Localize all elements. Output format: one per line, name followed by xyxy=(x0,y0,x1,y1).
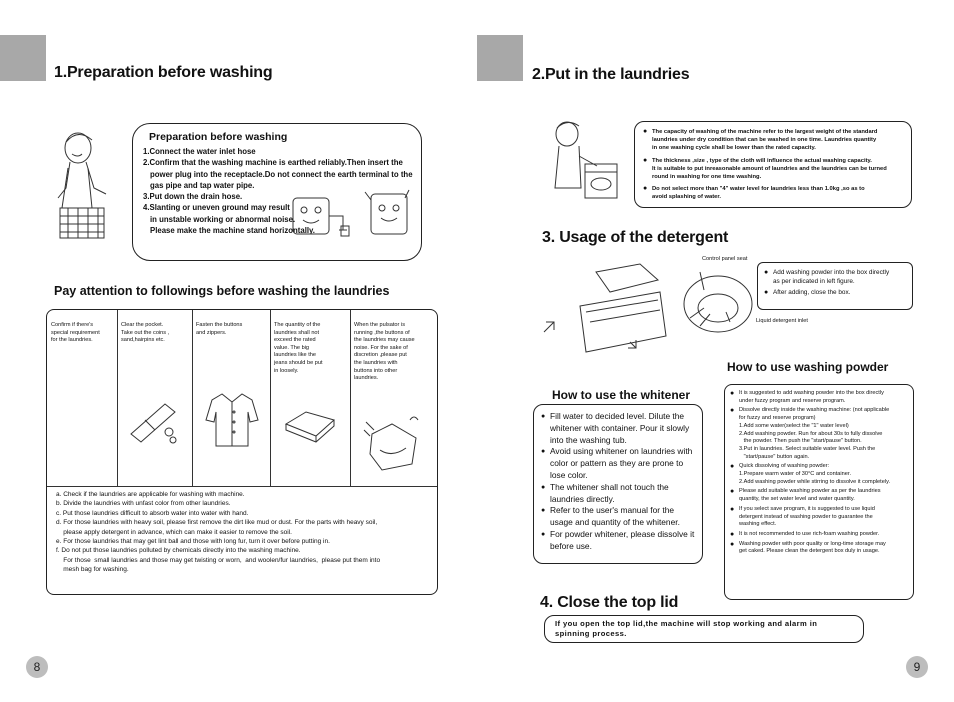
attention-note: f. Do not put those laundries polluted by chemicals directly into the washing machine. xyxy=(56,547,301,555)
prep-line: 3.Put down the drain hose. xyxy=(143,192,243,202)
prep-line: in unstable working or abnormal noise. xyxy=(150,214,296,224)
attention-cell xyxy=(117,310,193,486)
laundries-notes xyxy=(643,128,907,202)
attention-cell xyxy=(47,310,118,486)
attention-note: d. For those laundries with heavy soil, please first remove the dirt like mud or dust. For the parts with heavy soil, xyxy=(56,519,378,527)
shirt-icon xyxy=(204,390,260,450)
attention-note: e. For those laundries that may get lint ball and those with long fur, turn it over before putting in. xyxy=(56,538,330,546)
laundries-note: ● The capacity of washing of the machine refer to the largest weight of the standard laundries under dry condition that can be washed in one time. Laundries quantity in one washing cycle shall be lower than the rated capacity. xyxy=(643,128,907,153)
detergent-box-illustration xyxy=(540,262,758,362)
attention-notes xyxy=(56,490,380,575)
washing-machine-illustrations xyxy=(289,186,413,248)
attention-note: c. Put those laundries difficult to absorb water into water with hand. xyxy=(56,509,249,517)
prep-line: 1.Connect the water inlet hose xyxy=(143,147,256,156)
loading-laundry-illustration xyxy=(545,118,621,202)
section-heading-preparation: 1.Preparation before washing xyxy=(54,64,273,81)
lid-note: If you open the top lid,the machine will stop working and alarm in spinning process. xyxy=(555,619,818,639)
prep-line: gas pipe and tap water pipe. xyxy=(150,180,255,190)
prep-line: Please make the machine stand horizontally. xyxy=(150,226,315,236)
preparation-box xyxy=(132,123,422,261)
powder-item: ● Quick dissolving of washing powder: 1.Prepare warm water of 30°C and container. 2.Add washing powder while stirring to dissolve it completely. xyxy=(730,463,912,486)
attention-cell-text: Clear the pocket. Take out the coins , sand,hairpins etc. xyxy=(121,322,170,344)
powder-box xyxy=(724,384,914,600)
detergent-note: ● Add washing powder into the box directly as per indicated in left figure. xyxy=(764,269,910,286)
powder-item: ● If you select save program, it is suggested to use liquid detergent instead of washing powder to guarantee the washing effect. xyxy=(730,506,912,529)
preparation-box-title: Preparation before washing xyxy=(149,131,288,143)
section-heading-lid: 4. Close the top lid xyxy=(540,594,679,611)
section-marker xyxy=(0,35,46,81)
lid-note-box xyxy=(544,615,864,643)
prep-line: 2.Confirm that the washing machine is earthed reliably.Then insert the xyxy=(143,158,403,168)
pocket-coins-icon xyxy=(125,390,185,450)
laundries-notes-box xyxy=(634,121,912,208)
attention-cell-text: Confirm if there's special requirement for the laundries. xyxy=(51,322,100,344)
folded-jeans-icon xyxy=(282,406,338,446)
section-heading-laundries: 2.Put in the laundries xyxy=(532,66,690,83)
powder-heading: How to use washing powder xyxy=(727,360,889,374)
prep-line: 4.Slanting or uneven ground may result xyxy=(143,203,290,213)
attention-note: mesh bag for washing. xyxy=(56,566,129,574)
whitener-item: ● For powder whitener, please dissolve it before use. xyxy=(541,529,699,553)
page-number-left: 8 xyxy=(26,656,48,678)
attention-cell xyxy=(192,310,271,486)
attention-cell-text: When the pulsator is running ,the buttons of the laundries may cause noise. For the sake of discretion ,please put the laundries with buttons into other laundries. xyxy=(354,322,415,382)
noisy-tub-icon xyxy=(362,414,422,474)
liquid-inlet-label: Liquid detergent inlet xyxy=(756,318,808,324)
attention-cell xyxy=(350,310,437,486)
attention-note: For those small laundries and those may get twisting or worn, and woolen/fur laundries, please put them into xyxy=(56,556,381,564)
whitener-box xyxy=(533,404,703,564)
attention-cell-text: Fasten the buttons and zippers. xyxy=(196,322,243,336)
whitener-item: ● Fill water to decided level. Dilute the whitener with container. Pour it slowly into the washing tub. xyxy=(541,411,699,446)
attention-note: a. Check if the laundries are applicable for washing with machine. xyxy=(56,491,245,498)
attention-box xyxy=(46,309,438,595)
detergent-notes xyxy=(764,269,910,298)
whitener-item: ● Refer to the user's manual for the usage and quantity of the whitener. xyxy=(541,505,699,529)
attention-note: please apply detergent in advance, which can make it easier to remove the soil. xyxy=(56,528,292,536)
control-panel-label: Control panel seat xyxy=(702,256,748,262)
attention-cell xyxy=(270,310,351,486)
powder-list xyxy=(730,390,912,556)
housewife-illustration xyxy=(48,128,128,246)
powder-item: ● It is not recommended to use rich-foam washing powder. xyxy=(730,531,912,539)
detergent-notes-box xyxy=(757,262,913,310)
section-marker xyxy=(477,35,523,81)
laundries-note: ● The thickness ,size , type of the cloth will influence the actual washing capacity. It is suitable to put inreasonable amount of laundries and the laundries can be turned round in washing for one time washing. xyxy=(643,157,907,182)
detergent-note: ● After adding, close the box. xyxy=(764,289,910,298)
section-heading-detergent: 3. Usage of the detergent xyxy=(542,229,729,246)
prep-line: power plug into the receptacle.Do not connect the earth terminal to the xyxy=(150,169,413,179)
page-number-right: 9 xyxy=(906,656,928,678)
whitener-list xyxy=(541,411,699,553)
powder-item: ● Please add suitable washing powder as per the laundries quantity, the set water level and water quantity. xyxy=(730,488,912,503)
powder-item: ● Washing powder with poor quality or long-time storage may get caked. Please clean the detergent box duly in usage. xyxy=(730,541,912,556)
whitener-item: ● Avoid using whitener on laundries with color or pattern as they are prone to lose color. xyxy=(541,446,699,481)
attention-heading: Pay attention to followings before washing the laundries xyxy=(54,284,390,298)
whitener-item: ● The whitener shall not touch the laundries directly. xyxy=(541,482,699,506)
attention-note: b. Divide the laundries with unfast color from other laundries. xyxy=(56,500,231,508)
whitener-heading: How to use the whitener xyxy=(552,388,691,402)
attention-cell-text: The quantity of the laundries shall not exceed the rated value. The big laundries like the jeans should be put in loosely. xyxy=(274,322,323,374)
powder-item: ● Dissolve directly inside the washing machine: (not applicable for fuzzy and reserve program) 1.Add some water(select the "1" water level) 2.Add washing powder. Run for about 30s to fully dissolve the powder. Then push the "start/pause" button. 3.Put in laundries. Select suitable water level. Push the "start/pause" button again. xyxy=(730,407,912,461)
attention-grid xyxy=(47,310,437,487)
laundries-note: ● Do not select more than "4" water level for laundries less than 1.0kg ,so as to avoid splashing of water. xyxy=(643,185,907,201)
powder-item: ● It is suggested to add washing powder into the box directly under fuzzy program and reserve program. xyxy=(730,390,912,405)
